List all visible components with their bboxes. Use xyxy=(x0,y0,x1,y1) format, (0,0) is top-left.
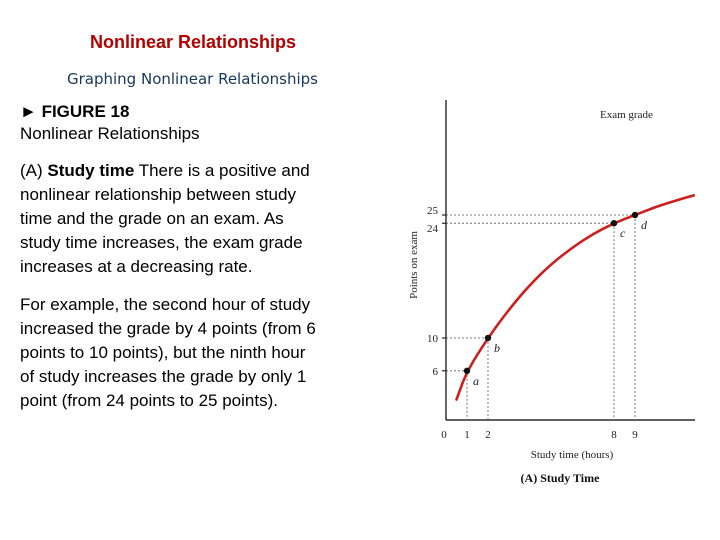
x-tick-label-8: 8 xyxy=(611,429,617,441)
arrow-icon: ► xyxy=(20,102,37,121)
x-tick-label-2: 2 xyxy=(485,429,491,441)
point-d xyxy=(632,212,638,218)
point-c xyxy=(611,220,617,226)
x-axis-label: Study time (hours) xyxy=(530,449,614,461)
paragraph-study-time xyxy=(20,159,320,279)
point-label-a: a xyxy=(473,373,479,388)
x-tick-label-1: 1 xyxy=(464,429,470,441)
x-tick-label-9: 9 xyxy=(632,429,638,441)
figure-title: Nonlinear Relationships xyxy=(20,124,200,143)
point-label-d: d xyxy=(641,218,647,232)
slide-subtitle: Graphing Nonlinear Relationships xyxy=(67,70,318,88)
chart-title: (A) Study Time xyxy=(520,471,600,485)
x-tick-label-0: 0 xyxy=(441,429,447,441)
point-b xyxy=(485,335,491,341)
y-tick-label-10: 10 xyxy=(427,333,438,345)
exam-grade-curve xyxy=(457,195,694,399)
paragraph-bold-lead: Study time xyxy=(47,161,135,180)
y-axis-label: Points on exam xyxy=(408,231,420,299)
figure-heading xyxy=(20,101,320,145)
curve-label: Exam grade xyxy=(600,109,653,121)
y-tick-label-24: 24 xyxy=(427,223,438,236)
paragraph-body: There is a positive and nonlinear relationship between study time and the grade on an exam. As study time increases, the exam grade increases at a decreasing rate. xyxy=(20,161,310,276)
slide-title: Nonlinear Relationships xyxy=(90,32,297,52)
point-a xyxy=(464,368,470,374)
point-label-b: b xyxy=(494,341,500,355)
paragraph-prefix: (A) xyxy=(20,161,48,180)
chart-layer xyxy=(408,100,695,485)
point-label-c: c xyxy=(620,226,626,241)
study-time-chart xyxy=(400,100,700,495)
y-tick-label-25: 25 xyxy=(427,205,438,217)
paragraph-example: For example, the second hour of study increased the grade by 4 points (from 6 points to 10 points), but the ninth hour of study increases the grade by only 1 point (from 24 points to 25 points). xyxy=(20,295,316,410)
figure-number xyxy=(20,102,129,121)
figure-number-label: FIGURE 18 xyxy=(41,102,130,121)
y-tick-label-6: 6 xyxy=(432,365,438,378)
text-column xyxy=(20,101,320,413)
